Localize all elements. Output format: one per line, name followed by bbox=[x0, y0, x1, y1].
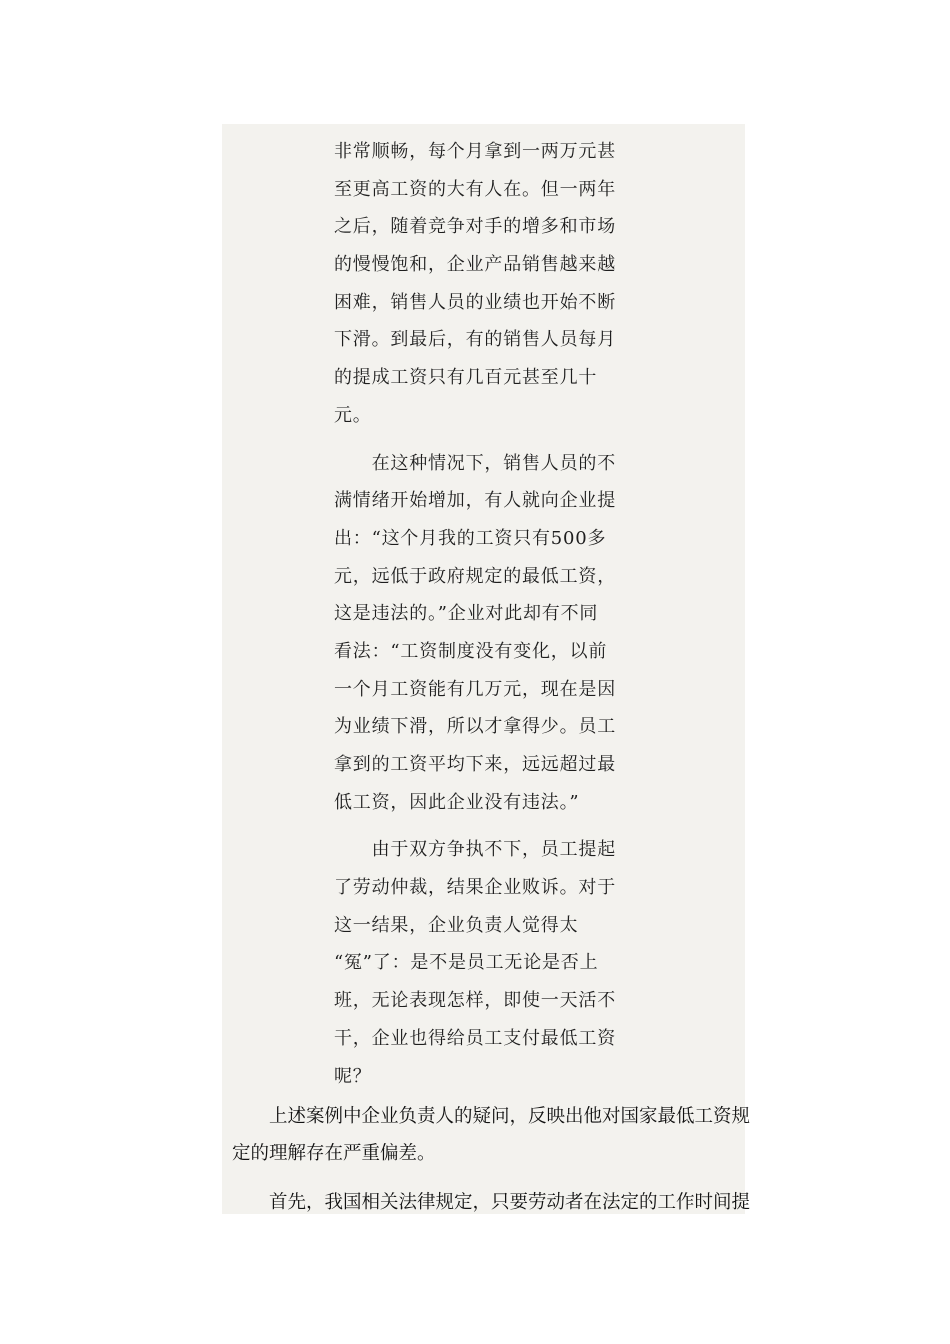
quote-line: 看法：“工资制度没有变化，以前 bbox=[334, 640, 608, 662]
quote-line: 呢？ bbox=[334, 1065, 372, 1087]
analysis-paragraph-1 bbox=[232, 1098, 751, 1172]
quote-line: 了劳动仲裁，结果企业败诉。对于 bbox=[334, 877, 616, 899]
body-line: 定的理解存在严重偏差。 bbox=[232, 1143, 436, 1164]
quote-line: 元。 bbox=[334, 404, 372, 426]
quote-line: 拿到的工资平均下来，远远超过最 bbox=[334, 754, 616, 775]
quote-line: 的提成工资只有几百元甚至几十 bbox=[334, 367, 598, 389]
quote-line: 这一结果，企业负责人觉得太 bbox=[334, 914, 579, 936]
quote-line: 非常顺畅，每个月拿到一两万元甚 bbox=[334, 141, 616, 162]
quote-line: 出：“这个月我的工资只有500多 bbox=[334, 527, 607, 549]
quote-line: 低工资，因此企业没有违法。” bbox=[334, 791, 580, 813]
quote-line: 一个月工资能有几万元，现在是因 bbox=[334, 678, 616, 700]
quote-line: 这是违法的。”企业对此却有不同 bbox=[334, 603, 599, 625]
quote-line: 元，远低于政府规定的最低工资， bbox=[334, 565, 616, 587]
quote-line: “冤”了：是不是员工无论是否上 bbox=[334, 952, 599, 974]
quote-line: 下滑。到最后，有的销售人员每月 bbox=[334, 329, 616, 351]
case-quote-block bbox=[334, 133, 624, 1095]
analysis-paragraph-2 bbox=[232, 1184, 751, 1221]
quote-line: 为业绩下滑，所以才拿得少。员工 bbox=[334, 716, 616, 738]
quote-line: 在这种情况下，销售人员的不 bbox=[334, 452, 616, 474]
quote-line: 由于双方争执不下，员工提起 bbox=[334, 839, 616, 861]
body-line: 首先，我国相关法律规定，只要劳动者在法定的工作时间提 bbox=[232, 1192, 751, 1213]
quote-line: 班，无论表现怎样，即使一天活不 bbox=[334, 990, 616, 1012]
quote-line: 之后，随着竞争对手的增多和市场 bbox=[334, 216, 616, 238]
body-line: 上述案例中企业负责人的疑问，反映出他对国家最低工资规 bbox=[232, 1106, 751, 1127]
quote-line: 困难，销售人员的业绩也开始不断 bbox=[334, 291, 616, 313]
quote-paragraph-2 bbox=[334, 445, 624, 822]
quote-paragraph-1 bbox=[334, 133, 624, 435]
quote-line: 至更高工资的大有人在。但一两年 bbox=[334, 178, 616, 200]
quote-line: 满情绪开始增加，有人就向企业提 bbox=[334, 490, 616, 512]
quote-line: 的慢慢饱和，企业产品销售越来越 bbox=[334, 254, 616, 276]
quote-line: 干，企业也得给员工支付最低工资 bbox=[334, 1027, 616, 1049]
quote-paragraph-3 bbox=[334, 831, 624, 1095]
